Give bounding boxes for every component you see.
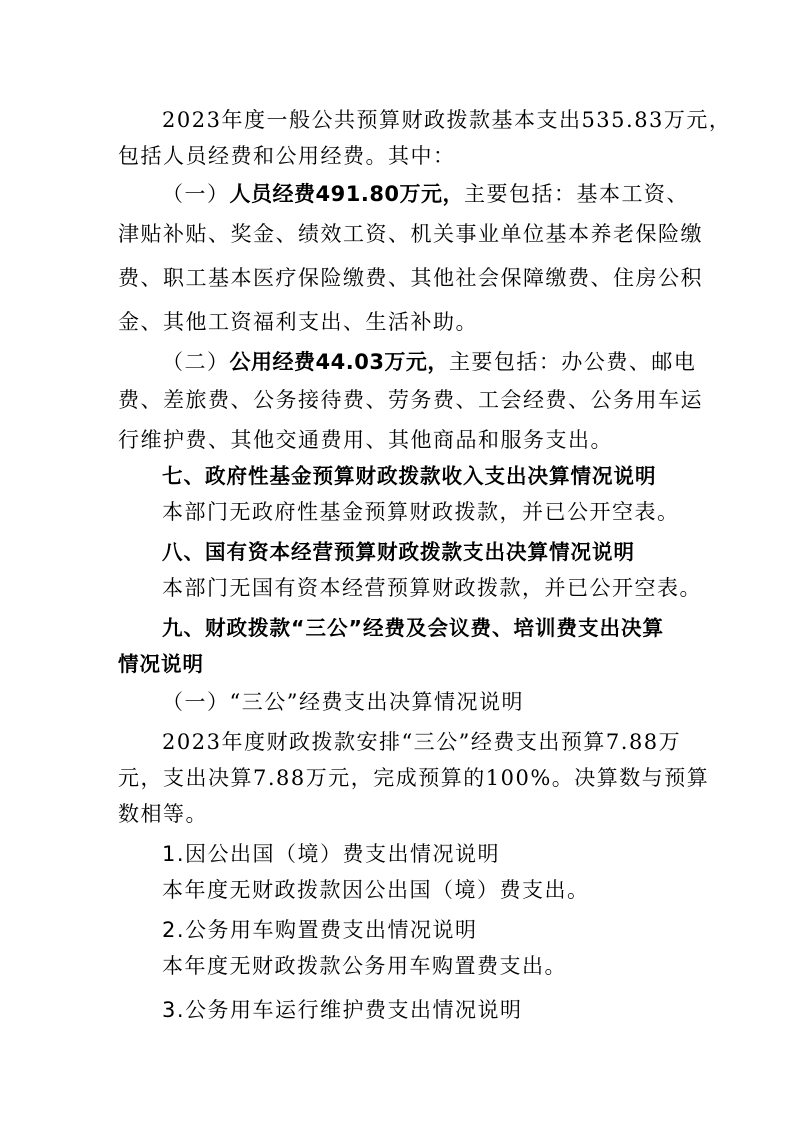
paragraph-line: 包括人员经费和公用经费。其中：: [118, 144, 456, 168]
paragraph-line: 2023年度一般公共预算财政拨款基本支出535.83万元，: [162, 108, 732, 132]
personnel-expense-amount: 人员经费491.80万元，: [229, 182, 465, 206]
paragraph-line: 元，支出决算7.88万元，完成预算的100%。决算数与预算: [118, 766, 710, 790]
paragraph-text: 主要包括：办公费、邮电: [448, 350, 697, 374]
paragraph-line: 2023年度财政拨款安排“三公”经费支出预算7.88万: [162, 730, 682, 754]
public-expense-amount: 公用经费44.03万元，: [229, 350, 449, 374]
section-heading-8: 八、国有资本经营预算财政拨款支出决算情况说明: [162, 540, 635, 564]
paragraph-line: 费、差旅费、公务接待费、劳务费、工会经费、公务用车运: [118, 388, 703, 412]
paragraph-line: 本年度无财政拨款公务用车购置费支出。: [162, 954, 567, 978]
personnel-expense-line: [162, 178, 722, 210]
item-heading: 3.公务用车运行维护费支出情况说明: [162, 998, 523, 1022]
paragraph-line: 本年度无财政拨款因公出国（境）费支出。: [162, 878, 590, 902]
subsection-heading: （一）“三公”经费支出决算情况说明: [162, 690, 524, 714]
paragraph-line: 津贴补贴、奖金、绩效工资、机关事业单位基本养老保险缴: [118, 222, 703, 246]
paragraph-text: 主要包括：基本工资、: [464, 182, 690, 206]
paragraph-line: 本部门无政府性基金预算财政拨款，并已公开空表。: [162, 500, 680, 524]
paragraph-line: 数相等。: [118, 802, 208, 826]
paragraph-line: 本部门无国有资本经营预算财政拨款，并已公开空表。: [162, 576, 702, 600]
list-marker: （一）: [162, 182, 230, 206]
public-expense-line: [162, 346, 722, 378]
section-heading-9-cont: 情况说明: [118, 652, 204, 676]
paragraph-line: 行维护费、其他交通费用、其他商品和服务支出。: [118, 428, 613, 452]
list-marker: （二）: [162, 350, 230, 374]
paragraph-line: 金、其他工资福利支出、生活补助。: [118, 310, 478, 334]
section-heading-9: 九、财政拨款“三公”经费及会议费、培训费支出决算: [162, 616, 664, 640]
item-heading: 2.公务用车购置费支出情况说明: [162, 918, 478, 942]
paragraph-line: 费、职工基本医疗保险缴费、其他社会保障缴费、住房公积: [118, 266, 703, 290]
item-heading: 1.因公出国（境）费支出情况说明: [162, 842, 501, 866]
section-heading-7: 七、政府性基金预算财政拨款收入支出决算情况说明: [162, 464, 657, 488]
